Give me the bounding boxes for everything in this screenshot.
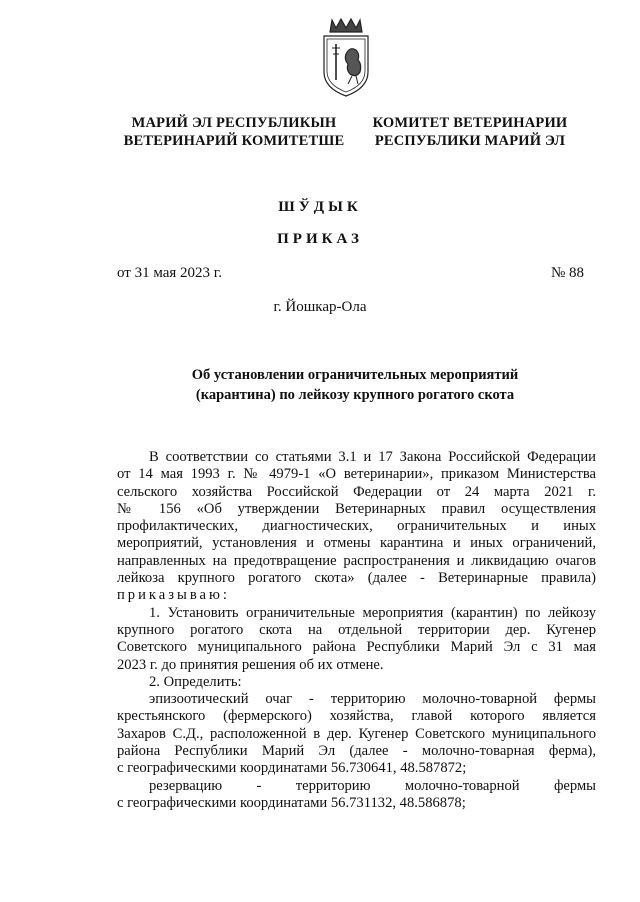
body-line: мероприятий, установления и отмены карантина и иных ограничений,	[117, 535, 596, 552]
document-subject	[0, 365, 640, 405]
body-line: от 14 мая 1993 г. № 4979-1 «О ветеринарии», приказом Министерства	[117, 466, 596, 483]
header-left-line1: МАРИЙ ЭЛ РЕСПУБЛИКЫН	[131, 115, 337, 131]
body-line: приказываю:	[117, 587, 230, 604]
body-line: 2023 г. до принятия решения об их отмене.	[117, 656, 384, 673]
body-line: с географическими координатами 56.730641, 48.587872;	[117, 760, 467, 777]
header-right-line2: РЕСПУБЛИКИ МАРИЙ ЭЛ	[374, 133, 566, 149]
subject-line2: (карантина) по лейкозу крупного рогатого скота	[195, 387, 515, 403]
body-line: крупного рогатого скота на отдельной территории дер. Кугенер	[117, 621, 596, 638]
document-date: от 31 мая 2023 г.	[117, 265, 223, 281]
header-left-line2: ВЕТЕРИНАРИЙ КОМИТЕТШЕ	[123, 133, 345, 149]
body-line: профилактических, диагностических, ограничительных и иных	[117, 518, 596, 535]
header-left	[108, 114, 360, 150]
document-body	[117, 449, 596, 812]
body-line: сельского хозяйства Российской Федерации от 24 марта 2021 г.	[117, 483, 596, 500]
body-line: лейкоза крупного рогатого скота» (далее - Ветеринарные правила)	[117, 570, 596, 587]
body-line: В соответствии со статьями 3.1 и 17 Закона Российской Федерации	[149, 449, 596, 465]
doc-type-mari: ШЎДЫК	[278, 199, 362, 215]
document-number: № 88	[550, 265, 584, 281]
doc-type-ru: ПРИКАЗ	[277, 231, 363, 247]
body-line: района Республики Марий Эл (далее - молочно-товарная ферма),	[117, 743, 596, 760]
body-line: Захаров С.Д., расположенной в дер. Кугенер Советского муниципального	[117, 725, 596, 742]
body-line: 1. Установить ограничительные мероприятия (карантин) по лейкозу	[149, 604, 596, 621]
header-right	[360, 114, 580, 150]
document-city: г. Йошкар-Ола	[273, 299, 367, 315]
coat-of-arms-icon	[318, 14, 374, 98]
body-line: эпизоотический очаг - территорию молочно-товарной фермы	[149, 691, 596, 708]
body-line: крестьянского (фермерского) хозяйства, главой которого является	[117, 708, 596, 725]
header-right-line1: КОМИТЕТ ВЕТЕРИНАРИИ	[372, 115, 568, 131]
body-line: 2. Определить:	[149, 673, 242, 690]
body-line: резервацию - территорию молочно-товарной фермы	[149, 777, 596, 794]
subject-line1: Об установлении ограничительных мероприятий	[191, 367, 519, 383]
body-line: направленных на предотвращение распространения и ликвидацию очагов	[117, 552, 596, 569]
body-line: Советского муниципального района Республики Марий Эл с 31 мая	[117, 639, 596, 656]
body-line: № 156 «Об утверждении Ветеринарных правил осуществления	[117, 500, 596, 517]
body-line: с географическими координатами 56.731132, 48.586878;	[117, 794, 466, 811]
